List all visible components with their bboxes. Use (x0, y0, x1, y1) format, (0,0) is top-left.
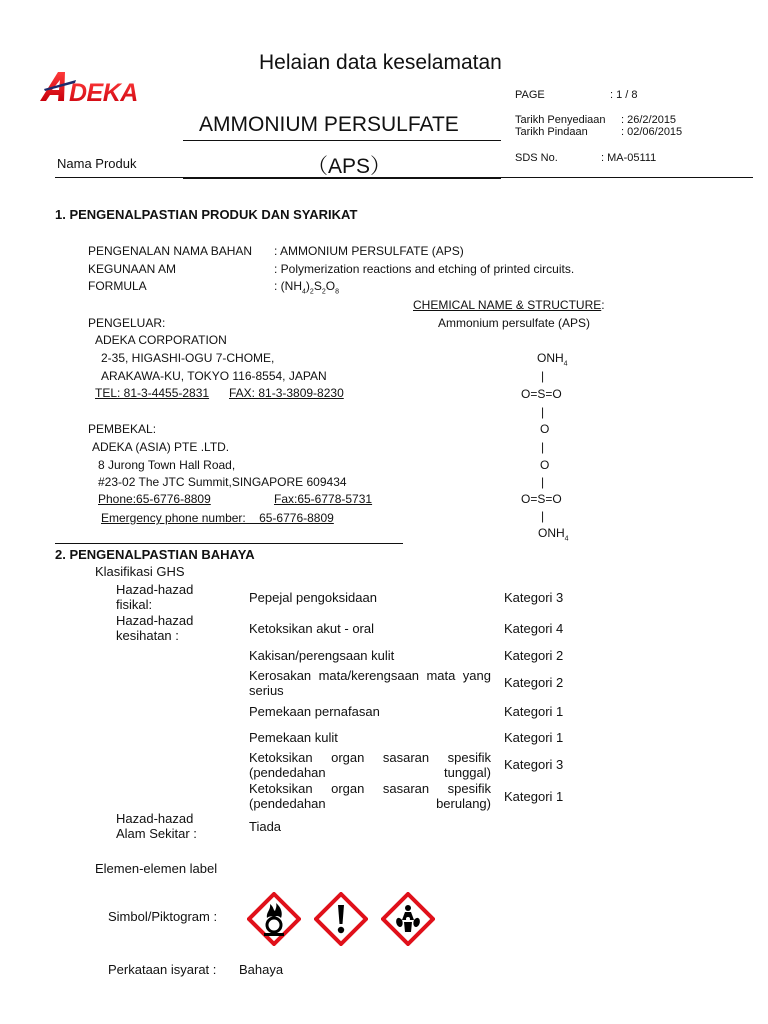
structure-heading: CHEMICAL NAME & STRUCTURE: (413, 298, 605, 312)
row-label-use: KEGUNAAN AM (88, 262, 177, 276)
structure-line: O (540, 422, 550, 436)
issuer-fax: FAX: 81-3-3809-8230 (229, 386, 344, 400)
exclamation-mark-icon (314, 892, 368, 946)
structure-line: O=S=O (521, 492, 562, 506)
meta-revised-value: : 02/06/2015 (621, 126, 683, 138)
meta-prepared-label: Tarikh Penyediaan (515, 114, 606, 126)
hazard-category: Kategori 1 (504, 704, 564, 719)
hazard-desc: Kerosakan mata/kerengsaan mata yang serius (249, 668, 491, 698)
product-name: AMMONIUM PERSULFATE (199, 113, 459, 136)
hazard-desc: Kakisan/perengsaan kulit (249, 648, 395, 663)
hazard-category: Kategori 1 (504, 789, 564, 804)
health-hazard-icon (381, 892, 435, 946)
supplier-line: #23-02 The JTC Summit,SINGAPORE 609434 (98, 475, 347, 489)
hazard-desc: Pemekaan kulit (249, 730, 338, 745)
hazard-category: Kategori 1 (504, 730, 564, 745)
issuer-label: PENGELUAR: (88, 316, 166, 330)
issuer-line: 2-35, HIGASHI-OGU 7-CHOME, (101, 351, 275, 365)
row-label-chemical-name: PENGENALAN NAMA BAHAN (88, 244, 253, 258)
meta-sds-label: SDS No. (515, 152, 558, 164)
header-underline (55, 177, 753, 178)
structure-name: Ammonium persulfate (APS) (438, 316, 591, 330)
structure-line: | (541, 369, 545, 383)
issuer-line: ARAKAWA-KU, TOKYO 116-8554, JAPAN (101, 369, 327, 383)
row-value-formula: : $(NH_4)_2S_2O_8$ (274, 279, 339, 296)
row-value-chemical-name: : AMMONIUM PERSULFATE (APS) (274, 244, 464, 258)
signal-word-label: Perkataan isyarat : (108, 962, 217, 977)
issuer-line: ADEKA CORPORATION (95, 333, 227, 347)
section-divider (55, 543, 403, 544)
signal-word-value: Bahaya (239, 962, 284, 977)
label-elements-heading: Elemen-elemen label (95, 861, 218, 876)
hazard-group-health: Hazad-hazad kesihatan : (116, 613, 194, 643)
hazard-desc: Pemekaan pernafasan (249, 704, 380, 719)
meta-prepared-value: : 26/2/2015 (621, 114, 677, 126)
meta-page-value: : 1 / 8 (610, 89, 638, 101)
structure-line: | (541, 475, 545, 489)
product-abbr: （APS） (307, 155, 392, 178)
ghs-label: Klasifikasi GHS (95, 564, 185, 579)
meta-page-label: PAGE (515, 89, 545, 101)
hazard-category: Kategori 4 (504, 621, 564, 636)
hazard-category: Kategori 3 (504, 757, 564, 772)
hazard-category: Kategori 2 (504, 648, 564, 663)
meta-sds-value: : MA-05111 (601, 152, 657, 164)
structure-line: $ONH_4$ (538, 526, 569, 543)
structure-line: $ONH_4$ (537, 351, 568, 368)
svg-text:DEKA: DEKA (69, 79, 138, 104)
row-value-use: : Polymerization reactions and etching of printed circuits. (274, 262, 575, 276)
section2-heading: 2. PENGENALPASTIAN BAHAYA (55, 547, 255, 562)
hazard-desc: Ketoksikan akut - oral (249, 621, 375, 636)
structure-line: O=S=O (521, 387, 562, 401)
divider (183, 140, 501, 141)
hazard-desc: Tiada (249, 819, 282, 834)
flame-over-circle-icon (247, 892, 301, 946)
section1-heading: 1. PENGENALPASTIAN PRODUK DAN SYARIKAT (55, 207, 358, 222)
row-label-formula: FORMULA (88, 279, 147, 293)
emergency-phone: Emergency phone number: 65-6776-8809 (101, 511, 334, 525)
hazard-group-environment: Hazad-hazad Alam Sekitar : (116, 811, 197, 841)
supplier-label: PEMBEKAL: (88, 422, 157, 436)
structure-line: | (541, 405, 545, 419)
hazard-desc: Ketoksikan organ sasaran spesifik (pendedahan berulang) (249, 781, 491, 811)
hazard-category: Kategori 2 (504, 675, 564, 690)
adeka-logo (38, 68, 173, 104)
supplier-line: ADEKA (ASIA) PTE .LTD. (92, 440, 230, 454)
product-label: Nama Produk (57, 156, 137, 171)
hazard-group-physical: Hazad-hazad fisikal: (116, 582, 194, 612)
document-title: Helaian data keselamatan (259, 51, 502, 74)
supplier-line: 8 Jurong Town Hall Road, (98, 458, 236, 472)
structure-line: O (540, 458, 550, 472)
issuer-tel: TEL: 81-3-4455-2831 (95, 386, 210, 400)
hazard-category: Kategori 3 (504, 590, 564, 605)
structure-line: | (541, 440, 545, 454)
structure-line: | (541, 509, 545, 523)
meta-revised-label: Tarikh Pindaan (515, 126, 588, 138)
supplier-fax: Fax:65-6778-5731 (274, 492, 373, 506)
divider (183, 178, 501, 179)
hazard-desc: Pepejal pengoksidaan (249, 590, 377, 605)
supplier-phone: Phone:65-6776-8809 (98, 492, 211, 506)
hazard-desc: Ketoksikan organ sasaran spesifik (pendedahan tunggal) (249, 750, 491, 780)
pictogram-label: Simbol/Piktogram : (108, 909, 218, 924)
